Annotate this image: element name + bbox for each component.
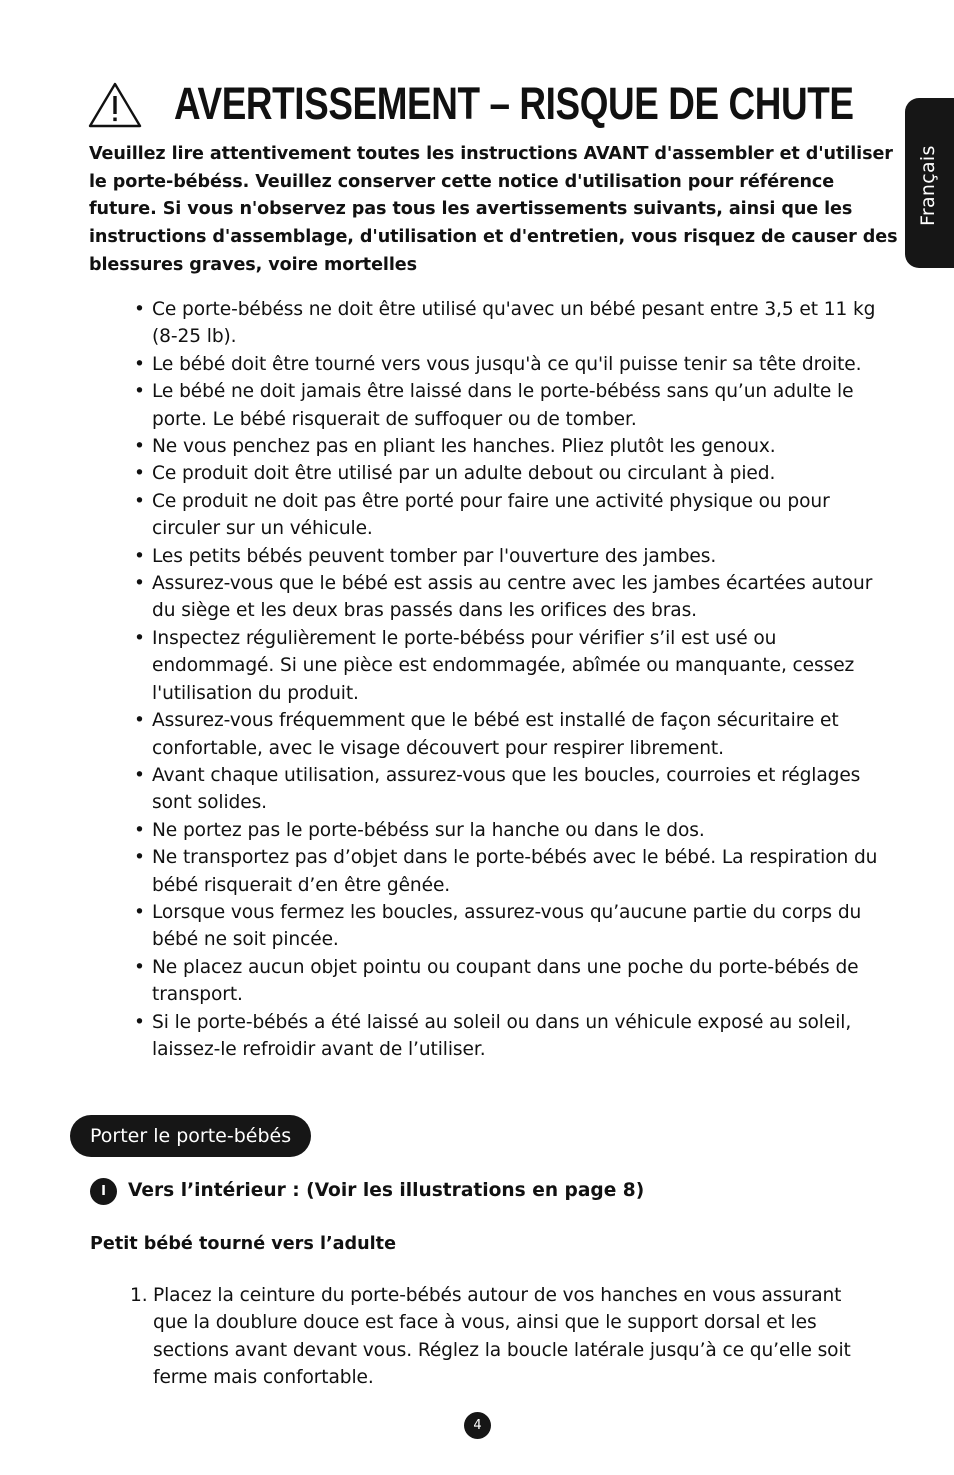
page-number: 4 <box>464 1412 491 1439</box>
step-number: 1. <box>130 1285 148 1306</box>
subheading: Petit bébé tourné vers l’adulte <box>90 1234 397 1254</box>
list-item <box>130 1282 870 1392</box>
list-item: • Si le porte-bébés a été laissé au soleil ou dans un véhicule exposé au soleil, laissez-le refroidir avant de l’utiliser. <box>134 1009 894 1064</box>
warnings-list <box>134 296 894 1063</box>
intro-text: Veuillez lire attentivement toutes les instructions AVANT d'assembler et d'utiliser le porte-bébéss. Veuillez conserver cette notice d'utilisation pour référence future. Si vous n'observez pas tous les avertissements suivants, ainsi que les instructions d'assemblage, d'utilisation et d'entretien, vous risquez de causer des blessures graves, voire mortelles <box>89 144 898 275</box>
list-item: • Assurez-vous fréquemment que le bébé est installé de façon sécuritaire et confortable, avec le visage découvert pour respirer librement. <box>134 707 894 762</box>
language-label: Français <box>917 145 939 226</box>
section-label: Porter le porte-bébés <box>70 1115 311 1157</box>
list-item: • Ne placez aucun objet pointu ou coupant dans une poche du porte-bébés de transport. <box>134 954 894 1009</box>
list-item: • Ne portez pas le porte-bébéss sur la hanche ou dans le dos. <box>134 817 894 844</box>
list-item: • Ne vous penchez pas en pliant les hanches. Pliez plutôt les genoux. <box>134 433 894 460</box>
step-number-badge: I <box>90 1178 117 1205</box>
warning-triangle-icon <box>88 82 142 128</box>
list-item: • Ce produit ne doit pas être porté pour faire une activité physique ou pour circuler sur un véhicule. <box>134 488 894 543</box>
page-title: AVERTISSEMENT – RISQUE DE CHUTE <box>174 78 854 129</box>
step-heading: Vers l’intérieur : (Voir les illustrations en page 8) <box>128 1180 645 1201</box>
list-item: • Assurez-vous que le bébé est assis au centre avec les jambes écartées autour du siège et les deux bras passés dans les orifices des bras. <box>134 570 894 625</box>
list-item: • Lorsque vous fermez les boucles, assurez-vous qu’aucune partie du corps du bébé ne soit pincée. <box>134 899 894 954</box>
list-item: • Le bébé doit être tourné vers vous jusqu'à ce qu'il puisse tenir sa tête droite. <box>134 351 894 378</box>
list-item: • Inspectez régulièrement le porte-bébéss pour vérifier s’il est usé ou endommagé. Si une pièce est endommagée, abîmée ou manquante, cessez l'utilisation du produit. <box>134 625 894 707</box>
intro-paragraph <box>89 141 899 280</box>
list-item: • Les petits bébés peuvent tomber par l'ouverture des jambes. <box>134 543 894 570</box>
list-item: • Avant chaque utilisation, assurez-vous que les boucles, courroies et réglages sont solides. <box>134 762 894 817</box>
list-item: • Ce porte-bébéss ne doit être utilisé qu'avec un bébé pesant entre 3,5 et 11 kg (8-25 lb). <box>134 296 894 351</box>
language-tab <box>905 98 954 268</box>
list-item: • Ce produit doit être utilisé par un adulte debout ou circulant à pied. <box>134 460 894 487</box>
step-text: Placez la ceinture du porte-bébés autour de vos hanches en vous assurant que la doublure douce est face à vous, ainsi que le support dorsal et les sections avant devant vous. Réglez la boucle latérale jusqu’à ce qu’elle soit ferme mais confortable. <box>153 1285 851 1389</box>
instruction-steps <box>130 1282 870 1392</box>
list-item: • Le bébé ne doit jamais être laissé dans le porte-bébéss sans qu’un adulte le porte. Le bébé risquerait de suffoquer ou de tomber. <box>134 378 894 433</box>
list-item: • Ne transportez pas d’objet dans le porte-bébés avec le bébé. La respiration du bébé risquerait d’en être gênée. <box>134 844 894 899</box>
